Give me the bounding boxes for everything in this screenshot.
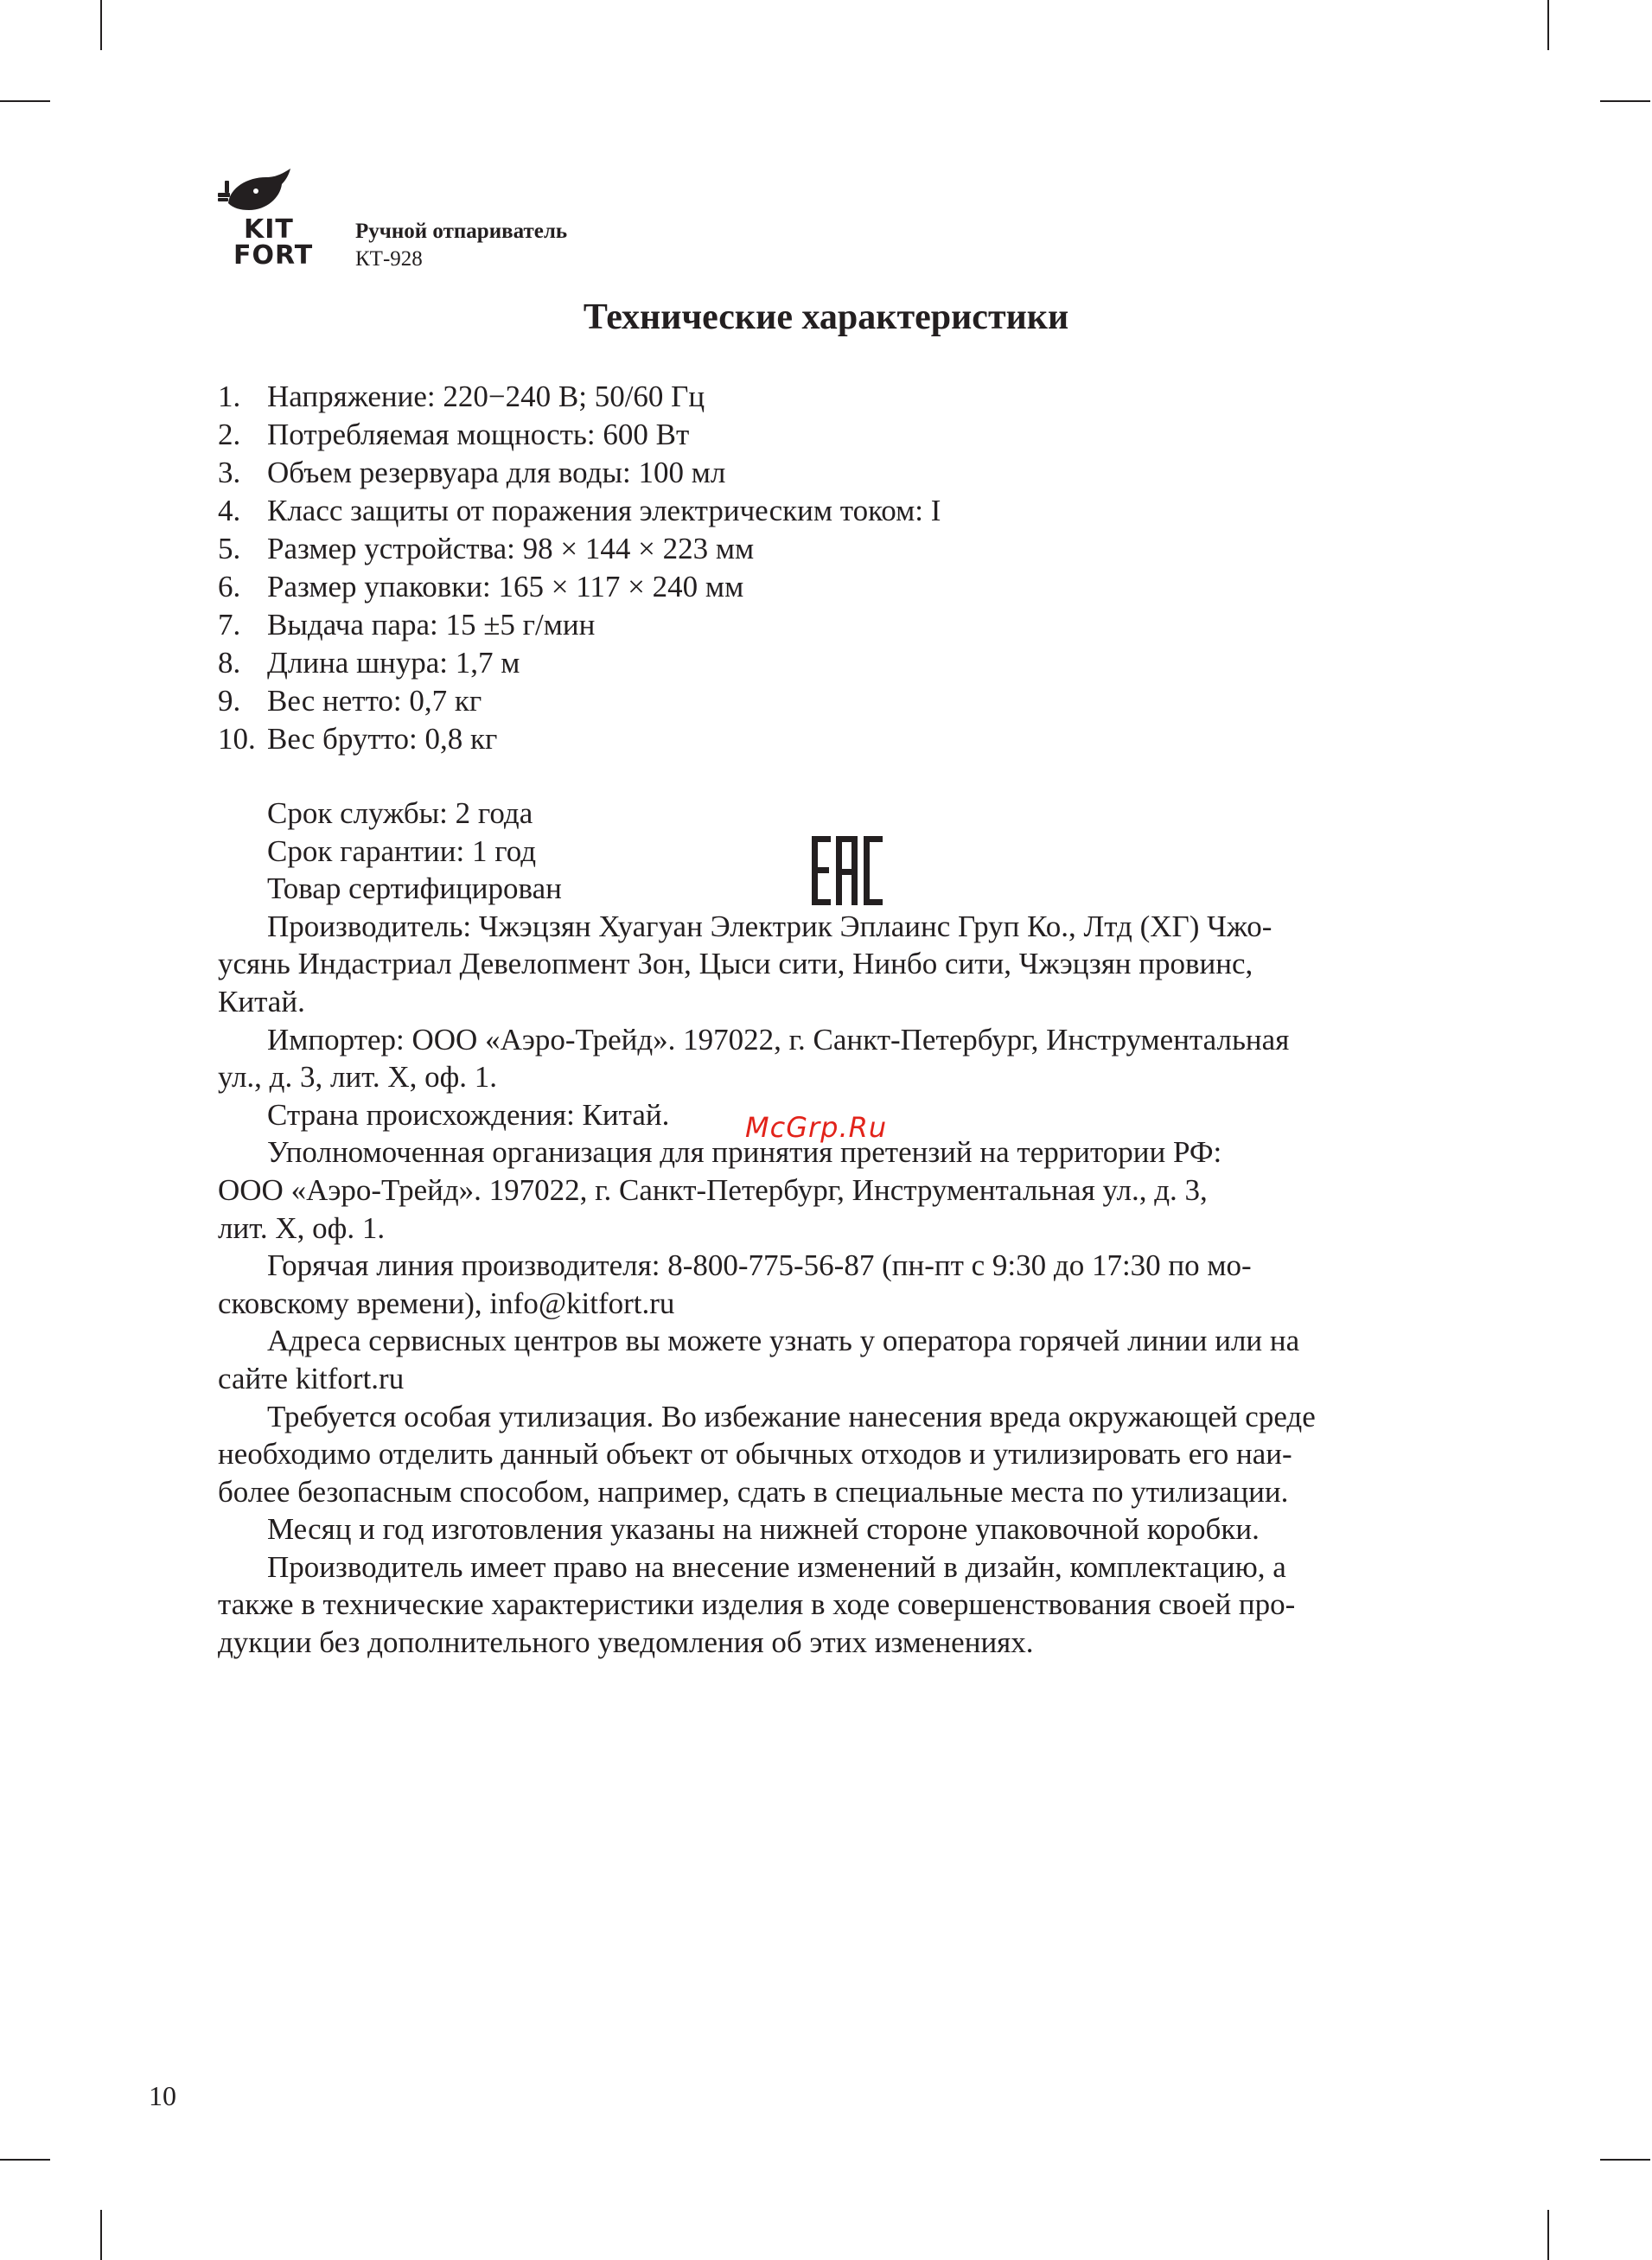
spec-text: Потребляемая мощность: 600 Вт	[267, 418, 690, 451]
crop-mark	[1600, 100, 1650, 102]
spec-text: Напряжение: 220−240 В; 50/60 Гц	[267, 380, 705, 413]
spec-item	[218, 720, 941, 758]
changes-line: Производитель имеет право на внесение изменений в дизайн, комплектацию, а	[267, 1549, 1286, 1584]
service-centers-line: сайте kitfort.ru	[218, 1361, 405, 1395]
origin: Страна происхождения: Китай.	[267, 1097, 670, 1132]
disposal-line: более безопасным способом, например, сдать в специальные места по утилизации.	[218, 1474, 1289, 1509]
spec-text: Вес нетто: 0,7 кг	[267, 684, 482, 718]
spec-item	[218, 454, 941, 492]
manufacturer-line: усянь Индастриал Девелопмент Зон, Цыси сити, Нинбо сити, Чжэцзян провинс,	[218, 947, 1253, 981]
spec-number: 8.	[218, 646, 241, 680]
spec-item	[218, 416, 941, 454]
crop-mark	[1547, 2210, 1549, 2260]
changes-line: также в технические характеристики изделия в ходе совершенствования своей про-	[218, 1587, 1296, 1622]
spec-text: Длина шнура: 1,7 м	[267, 646, 520, 680]
spec-item	[218, 644, 941, 682]
crop-mark	[1600, 2159, 1650, 2161]
spec-number: 5.	[218, 532, 241, 565]
spec-number: 9.	[218, 684, 241, 718]
spec-list	[218, 378, 941, 758]
disposal-line: необходимо отделить данный объект от обычных отходов и утилизировать его наи-	[218, 1437, 1292, 1472]
authorized-line: Уполномоченная организация для принятия претензий на территории РФ:	[267, 1135, 1222, 1170]
service-centers-line: Адреса сервисных центров вы можете узнать у оператора горячей линии или на	[267, 1324, 1300, 1358]
authorized-line: ООО «Аэро-Трейд». 197022, г. Санкт-Петербург, Инструментальная ул., д. 3,	[218, 1172, 1208, 1207]
crop-mark	[0, 100, 50, 102]
spec-text: Размер упаковки: 165 × 117 × 240 мм	[267, 570, 744, 603]
spec-text: Вес брутто: 0,8 кг	[267, 722, 498, 756]
disposal-line: Требуется особая утилизация. Во избежание нанесения вреда окружающей среде	[267, 1399, 1316, 1433]
hotline-line: Горячая линия производителя: 8-800-775-56-87 (пн-пт с 9:30 до 17:30 по мо-	[267, 1248, 1252, 1283]
spec-number: 6.	[218, 570, 241, 603]
spec-item	[218, 378, 941, 416]
logo-wordmark	[233, 214, 314, 271]
info-section	[218, 795, 1463, 1662]
manufacturer-line: Производитель: Чжэцзян Хуагуан Электрик Эплаинс Груп Ко., Лтд (ХГ) Чжо-	[267, 909, 1272, 943]
spec-text: Объем резервуара для воды: 100 мл	[267, 456, 726, 489]
crop-mark	[0, 2159, 50, 2161]
product-name: Ручной отпариватель	[355, 220, 568, 243]
spec-number: 1.	[218, 380, 241, 413]
whale-plug-icon	[216, 169, 294, 220]
spec-item	[218, 492, 941, 530]
spec-text: Размер устройства: 98 × 144 × 223 мм	[267, 532, 755, 565]
authorized-line: лит. Х, оф. 1.	[218, 1210, 386, 1245]
importer-line: ул., д. 3, лит. Х, оф. 1.	[218, 1060, 498, 1095]
manufacturer-line: Китай.	[218, 984, 305, 1018]
spec-number: 4.	[218, 494, 241, 527]
spec-text: Выдача пара: 15 ±5 г/мин	[267, 608, 596, 642]
changes-line: дукции без дополнительного уведомления об этих изменениях.	[218, 1625, 1034, 1660]
spec-number: 10.	[218, 722, 256, 756]
manufacture-date: Месяц и год изготовления указаны на нижней стороне упаковочной коробки.	[267, 1512, 1260, 1547]
spec-number: 3.	[218, 456, 241, 489]
page-number: 10	[149, 2080, 176, 2111]
spec-number: 7.	[218, 608, 241, 642]
logo-line-1: KIT	[244, 214, 294, 245]
certified: Товар сертифицирован	[267, 871, 562, 906]
logo-line-2: FORT	[233, 240, 314, 271]
spec-number: 2.	[218, 418, 241, 451]
crop-mark	[100, 2210, 102, 2260]
kitfort-logo	[216, 169, 328, 277]
watermark: McGrp.Ru	[745, 1111, 888, 1144]
crop-mark	[1547, 0, 1549, 50]
spec-item	[218, 568, 941, 606]
eac-mark	[812, 836, 890, 910]
crop-mark	[100, 0, 102, 50]
spec-text: Класс защиты от поражения электрическим током: I	[267, 494, 941, 527]
product-model: КТ-928	[355, 247, 423, 271]
importer-line: Импортер: ООО «Аэро-Трейд». 197022, г. Санкт-Петербург, Инструментальная	[267, 1022, 1290, 1057]
page-title: Технические характеристики	[583, 297, 1069, 337]
product-header	[355, 218, 567, 273]
service-life: Срок службы: 2 года	[267, 796, 533, 830]
hotline-line: сковскому времени), info@kitfort.ru	[218, 1286, 675, 1320]
warranty: Срок гарантии: 1 год	[267, 833, 537, 868]
spec-item	[218, 682, 941, 720]
spec-item	[218, 606, 941, 644]
spec-item	[218, 530, 941, 568]
